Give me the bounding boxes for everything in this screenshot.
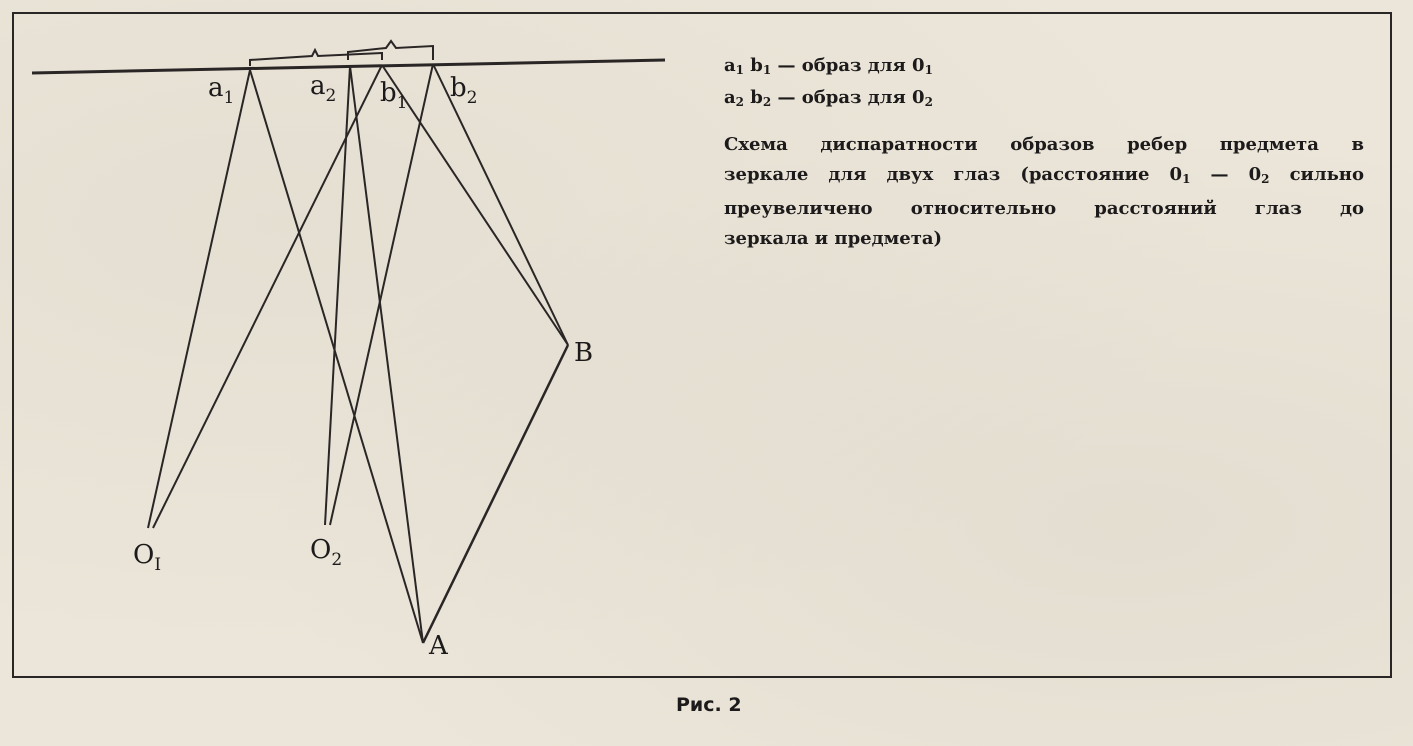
label-b2: $b_2$ (450, 73, 478, 108)
label-o1: $O_I$ (133, 540, 162, 575)
ray-a2-a (350, 66, 423, 643)
caption-line-1: Схема диспаратности образов ребер предмета в (724, 134, 1364, 155)
caption-line-2: зеркале для двух глаз (расстояние $0_1$ — $0_2$ сильно (724, 164, 1364, 186)
legend-line-2: $a_2$ $b_2$ — образ для $0_2$ (724, 87, 933, 109)
ray-b2-b (433, 64, 568, 345)
ray-o1-a1 (148, 70, 250, 528)
ray-o1-b1 (153, 65, 382, 528)
diagram-caption (724, 130, 1364, 254)
label-a2: $a_2$ (310, 71, 337, 106)
label-o2: $O_2$ (310, 535, 343, 570)
legend (724, 52, 1364, 254)
object-edge-ab (423, 345, 568, 643)
mirror-line (32, 60, 665, 73)
label-a1: $a_1$ (208, 73, 235, 108)
caption-line-3: преувеличено относительно расстояний глаз до (724, 198, 1364, 219)
label-b1: $b_1$ (380, 78, 408, 113)
brace-a1-b1 (250, 50, 382, 66)
brace-a2-b2 (348, 41, 433, 60)
label-point-a: A (429, 631, 448, 661)
label-point-b: B (574, 338, 594, 368)
legend-line-1: $a_1$ $b_1$ — образ для $0_1$ (724, 55, 933, 77)
caption-line-4: зеркала и предмета) (724, 228, 943, 249)
figure-number: Рис. 2 (676, 694, 742, 716)
